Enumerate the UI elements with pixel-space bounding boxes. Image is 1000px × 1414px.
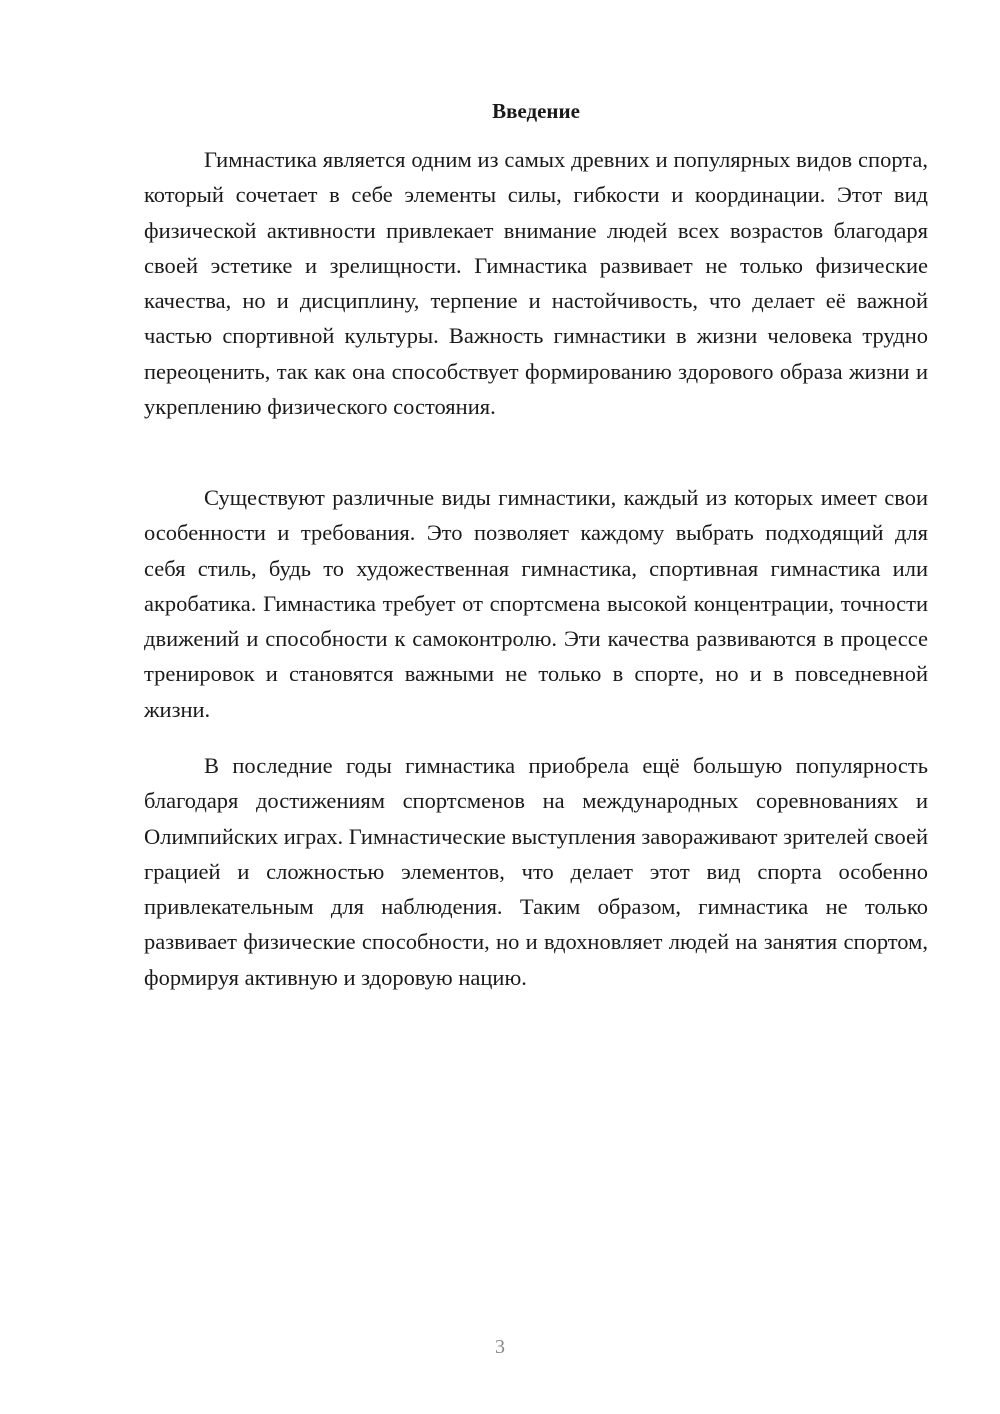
page-number: 3 bbox=[495, 1336, 505, 1358]
paragraph-2: Существуют различные виды гимнастики, каждый из которых имеет свои особенности и требования. Это позволяет каждому выбрать подходящий для себя стиль, будь то художественная гимнастика, спортивная гимнастика или акробатика. Гимнастика требует от спортсмена высокой концентрации, точности движений и способности к самоконтролю. Эти качества развиваются в процессе тренировок и становятся важными не только в спорте, но и в повседневной жизни. bbox=[144, 485, 928, 722]
section-title: Введение bbox=[492, 99, 580, 123]
paragraph-3: В последние годы гимнастика приобрела ещё большую популярность благодаря достижениям спортсменов на международных соревнованиях и Олимпийских играх. Гимнастические выступления завораживают зрителей своей грацией и сложностью элементов, что делает этот вид спорта особенно привлекательным для наблюдения. Таким образом, гимнастика не только развивает физические способности, но и вдохновляет людей на занятия спортом, формируя активную и здоровую нацию. bbox=[144, 753, 928, 990]
paragraph-1: Гимнастика является одним из самых древних и популярных видов спорта, который сочетает в себе элементы силы, гибкости и координации. Этот вид физической активности привлекает внимание людей всех возрастов благодаря своей эстетике и зрелищности. Гимнастика развивает не только физические качества, но и дисциплину, терпение и настойчивость, что делает её важной частью спортивной культуры. Важность гимнастики в жизни человека трудно переоценить, так как она способствует формированию здорового образа жизни и укреплению физического состояния. bbox=[144, 147, 928, 420]
